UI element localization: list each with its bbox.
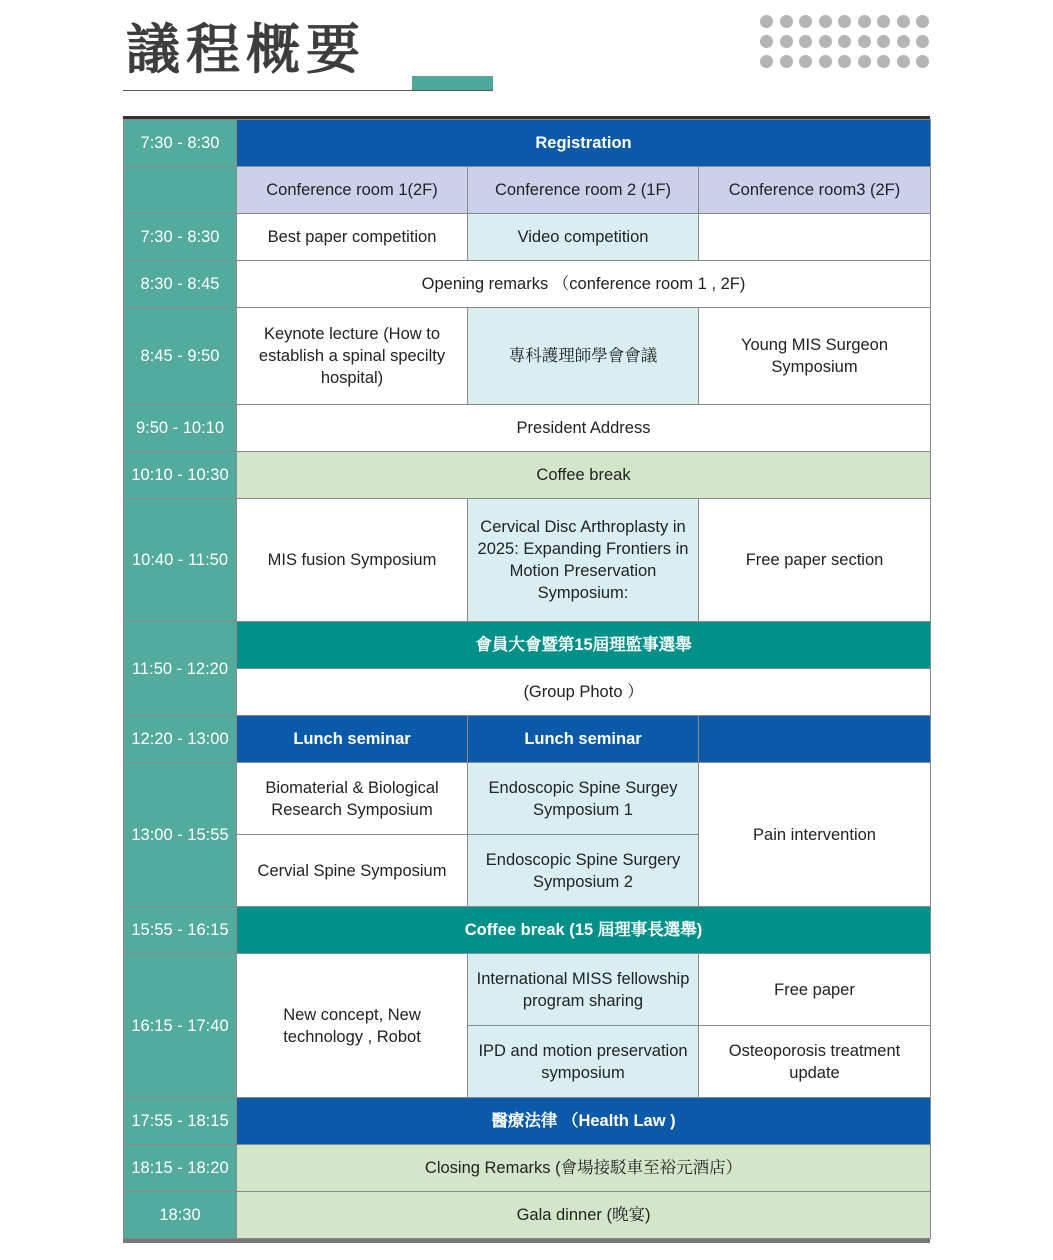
session-cell: Cervial Spine Symposium: [237, 835, 468, 907]
session-cell: Video competition: [468, 214, 699, 261]
agenda-row-late-a: [124, 954, 931, 1026]
agenda-table: [123, 119, 931, 1239]
decorative-dot: [858, 35, 871, 48]
time-cell: 18:30: [124, 1192, 237, 1239]
decorative-dot: [916, 35, 929, 48]
time-cell: 10:10 - 10:30: [124, 452, 237, 499]
agenda-row-coffee-1: [124, 452, 931, 499]
decorative-dot: [838, 55, 851, 68]
agenda-row-lunch: [124, 716, 931, 763]
time-cell: 8:30 - 8:45: [124, 261, 237, 308]
time-cell: 15:55 - 16:15: [124, 907, 237, 954]
agenda-row-gala: [124, 1192, 931, 1239]
registration-cell: Registration: [237, 120, 931, 167]
time-cell: 13:00 - 15:55: [124, 763, 237, 907]
decorative-dot: [858, 55, 871, 68]
agenda-row-group-photo: [124, 669, 931, 716]
decorative-dot: [897, 35, 910, 48]
session-cell: Free paper section: [699, 499, 931, 622]
decorative-dot: [838, 35, 851, 48]
opening-cell: Opening remarks （conference room 1 , 2F): [237, 261, 931, 308]
assembly-cell: 會員大會暨第15屆理監事選舉: [237, 622, 931, 669]
time-cell: 7:30 - 8:30: [124, 214, 237, 261]
room-header-row: [124, 167, 931, 214]
session-cell: MIS fusion Symposium: [237, 499, 468, 622]
room-header-3: Conference room3 (2F): [699, 167, 931, 214]
agenda-row-afternoon-a: [124, 763, 931, 835]
session-cell: 專科護理師學會會議: [468, 308, 699, 405]
title-accent-bar: [412, 76, 493, 90]
decorative-dot: [819, 35, 832, 48]
decorative-dot: [916, 15, 929, 28]
lunch-seminar-cell: Lunch seminar: [468, 716, 699, 763]
room-header-2: Conference room 2 (1F): [468, 167, 699, 214]
time-cell: 17:55 - 18:15: [124, 1098, 237, 1145]
decorative-dot: [780, 35, 793, 48]
session-cell: Osteoporosis treatment update: [699, 1026, 931, 1098]
gala-dinner-cell: Gala dinner (晚宴): [237, 1192, 931, 1239]
time-cell: 8:45 - 9:50: [124, 308, 237, 405]
health-law-cell: 醫療法律 （Health Law ): [237, 1098, 931, 1145]
agenda-row-health-law: [124, 1098, 931, 1145]
decorative-dot-grid: [760, 15, 933, 68]
session-cell: Biomaterial & Biological Research Symposium: [237, 763, 468, 835]
decorative-dot: [819, 55, 832, 68]
time-cell-empty: [124, 167, 237, 214]
empty-cell: [699, 214, 931, 261]
decorative-dot: [916, 55, 929, 68]
empty-cell: [699, 716, 931, 763]
session-cell: Best paper competition: [237, 214, 468, 261]
session-cell: Endoscopic Spine Surgey Symposium 1: [468, 763, 699, 835]
decorative-dot: [760, 35, 773, 48]
session-cell: Free paper: [699, 954, 931, 1026]
agenda-row-closing: [124, 1145, 931, 1192]
agenda-row-competition: [124, 214, 931, 261]
session-cell: Young MIS Surgeon Symposium: [699, 308, 931, 405]
decorative-dot: [819, 15, 832, 28]
lunch-seminar-cell: Lunch seminar: [237, 716, 468, 763]
agenda-row-president: [124, 405, 931, 452]
decorative-dot: [760, 15, 773, 28]
time-cell: 7:30 - 8:30: [124, 120, 237, 167]
time-cell: 9:50 - 10:10: [124, 405, 237, 452]
session-cell: Pain intervention: [699, 763, 931, 907]
coffee-break-election-cell: Coffee break (15 屆理事長選舉): [237, 907, 931, 954]
agenda-row-keynote: [124, 308, 931, 405]
time-cell: 16:15 - 17:40: [124, 954, 237, 1098]
session-cell: Cervical Disc Arthroplasty in 2025: Expanding Frontiers in Motion Preservation Symposium:: [468, 499, 699, 622]
agenda-row-session-2: [124, 499, 931, 622]
decorative-dot: [799, 55, 812, 68]
title-underline: [123, 90, 493, 91]
decorative-dot: [877, 55, 890, 68]
session-cell: International MISS fellowship program sharing: [468, 954, 699, 1026]
session-cell: Endoscopic Spine Surgery Symposium 2: [468, 835, 699, 907]
session-cell: Keynote lecture (How to establish a spinal specilty hospital): [237, 308, 468, 405]
decorative-dot: [877, 35, 890, 48]
agenda-row-registration: [124, 120, 931, 167]
decorative-dot: [838, 15, 851, 28]
agenda-row-coffee-2: [124, 907, 931, 954]
page-title: 議程概要: [126, 18, 366, 81]
time-cell: 12:20 - 13:00: [124, 716, 237, 763]
decorative-dot: [897, 15, 910, 28]
time-cell: 11:50 - 12:20: [124, 622, 237, 716]
time-cell: 18:15 - 18:20: [124, 1145, 237, 1192]
agenda-row-assembly: [124, 622, 931, 669]
decorative-dot: [877, 15, 890, 28]
president-cell: President Address: [237, 405, 931, 452]
session-cell: New concept, New technology , Robot: [237, 954, 468, 1098]
session-cell: IPD and motion preservation symposium: [468, 1026, 699, 1098]
closing-cell: Closing Remarks (會場接駁車至裕元酒店）: [237, 1145, 931, 1192]
table-bottom-border: [123, 1239, 930, 1243]
decorative-dot: [858, 15, 871, 28]
decorative-dot: [780, 15, 793, 28]
decorative-dot: [780, 55, 793, 68]
agenda-row-opening: [124, 261, 931, 308]
group-photo-cell: (Group Photo ）: [237, 669, 931, 716]
room-header-1: Conference room 1(2F): [237, 167, 468, 214]
decorative-dot: [799, 15, 812, 28]
time-cell: 10:40 - 11:50: [124, 499, 237, 622]
decorative-dot: [760, 55, 773, 68]
decorative-dot: [897, 55, 910, 68]
decorative-dot: [799, 35, 812, 48]
coffee-break-cell: Coffee break: [237, 452, 931, 499]
